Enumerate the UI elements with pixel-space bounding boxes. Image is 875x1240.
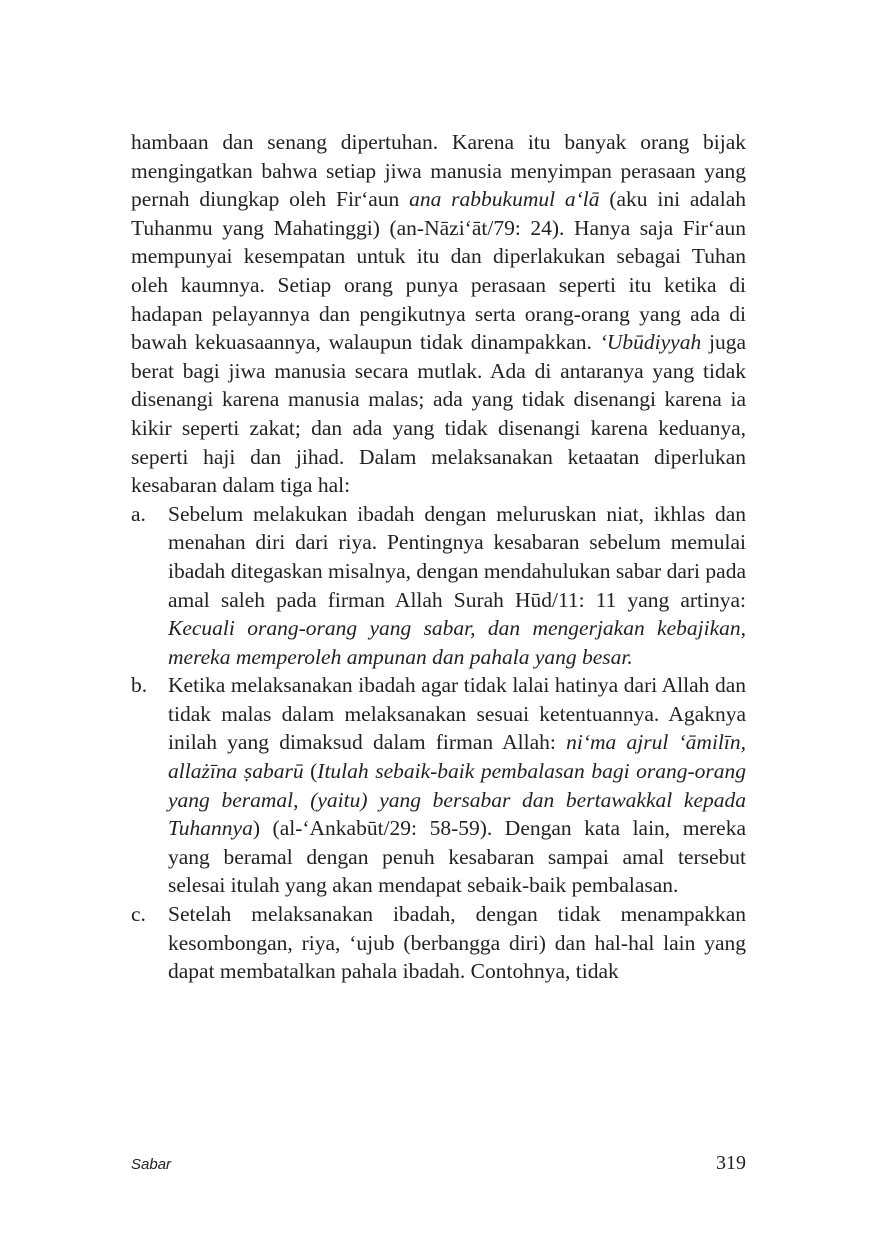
patience-points-list xyxy=(131,500,746,986)
list-item-text: ) (al-‘Ankabūt/29: 58-59). Dengan kata lain, mereka yang beramal dengan penuh kesabaran sampai amal tersebut selesai itulah yang akan mendapat sebaik-baik pembalasan. xyxy=(168,816,746,898)
list-item xyxy=(131,500,746,672)
paragraph-text: (aku ini adalah Tuhanmu yang Mahatinggi) (an-Nāzi‘āt/79: 24). Hanya saja Fir‘aun mempunyai kesempatan untuk itu dan diperlakukan sebagai Tuhan oleh kaumnya. Setiap orang punya perasaan seperti itu ketika di hadapan pelayannya dan pengikutnya serta orang-orang yang ada di bawah kekuasaannya, walaupun tidak dinampakkan. xyxy=(131,187,746,355)
verse-translation: Itulah sebaik-baik pembalasan bagi orang-orang yang beramal, (yaitu) yang bersabar dan bertawakkal kepada Tuhannya xyxy=(168,759,746,841)
page-number: 319 xyxy=(716,1152,746,1174)
arabic-transliteration: ana rabbukumul a‘lā xyxy=(409,187,600,212)
list-item-text: Ketika melaksanakan ibadah agar tidak lalai hatinya dari Allah dan tidak malas dalam melaksanakan sesuai ketentuannya. Agaknya inilah yang dimaksud dalam firman Allah: xyxy=(168,673,746,755)
paragraph-text: juga berat bagi jiwa manusia secara mutlak. Ada di antaranya yang tidak disenangi karena manusia malas; ada yang tidak disenangi karena ia kikir seperti zakat; dan ada yang tidak disenangi karena keduanya, seperti haji dan jihad. Dalam melaksanakan ketaatan diperlukan kesabaran dalam tiga hal: xyxy=(131,330,746,498)
list-marker: b. xyxy=(131,673,148,698)
page-body xyxy=(131,128,746,986)
paragraph-text: hambaan dan senang dipertuhan. Karena itu banyak orang bijak mengingatkan bahwa setiap jiwa manusia menyimpan perasaan yang pernah diungkap oleh Fir‘aun xyxy=(131,130,746,212)
list-item xyxy=(131,900,746,986)
verse-translation: Kecuali orang-orang yang sabar, dan mengerjakan kebajikan, mereka memperoleh ampunan dan pahala yang besar. xyxy=(168,616,746,669)
list-item-text: ( xyxy=(303,759,318,784)
page-footer xyxy=(131,1152,746,1182)
list-marker: c. xyxy=(131,902,146,927)
arabic-transliteration: ni‘ma ajrul ‘āmilīn, allażīna ṣabarū xyxy=(168,730,746,784)
list-item-text: Setelah melaksanakan ibadah, dengan tidak menampakkan kesombongan, riya, ‘ujub (berbangga diri) dan hal-hal lain yang dapat membatalkan pahala ibadah. Contohnya, tidak xyxy=(168,902,746,984)
list-item-text: Sebelum melakukan ibadah dengan meluruskan niat, ikhlas dan menahan diri dari riya. Pentingnya kesabaran sebelum memulai ibadah ditegaskan misalnya, dengan mendahulukan sabar dari pada amal saleh pada firman Allah Surah Hūd/11: 11 yang artinya: xyxy=(168,501,746,612)
list-item xyxy=(131,671,746,900)
running-title: Sabar xyxy=(131,1156,172,1173)
arabic-term: ‘Ubūdiyyah xyxy=(599,330,702,355)
list-marker: a. xyxy=(131,501,146,526)
body-paragraph xyxy=(131,128,746,500)
